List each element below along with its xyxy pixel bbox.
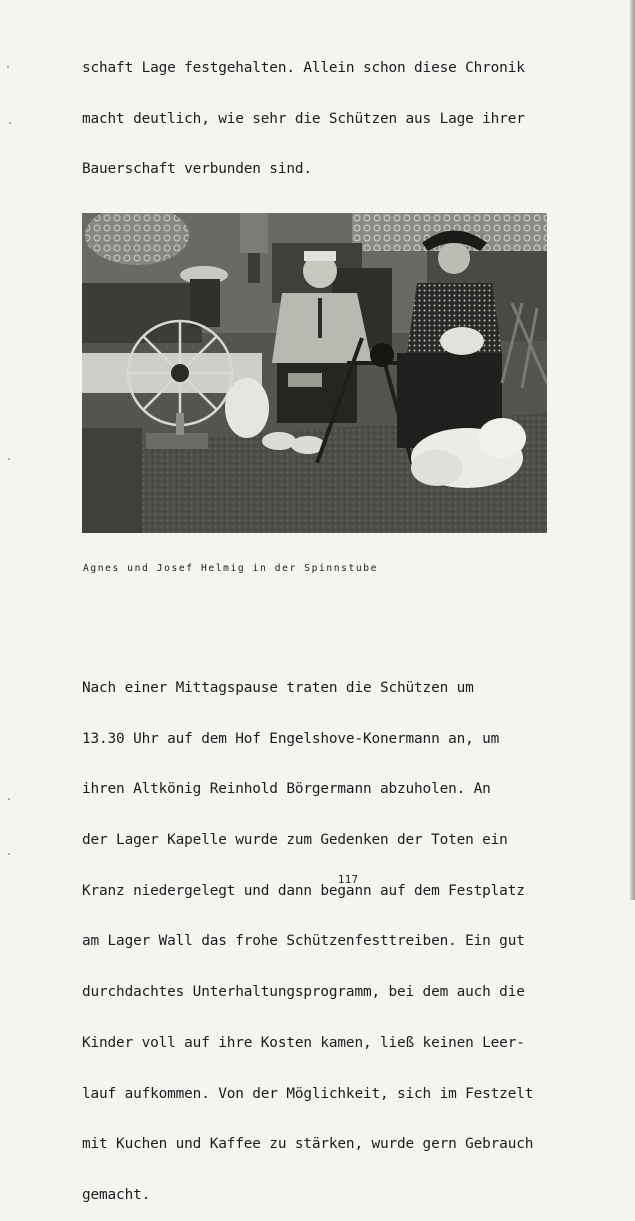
text-line: schaft Lage festgehalten. Allein schon diese Chronik xyxy=(82,59,525,76)
text-line: Bauerschaft verbunden sind. xyxy=(82,161,312,178)
paper-speck xyxy=(7,66,9,68)
text-line: durchdachtes Unterhaltungsprogramm, bei dem auch die xyxy=(82,984,525,1001)
photo-caption: Agnes und Josef Helmig in der Spinnstube xyxy=(83,563,379,574)
text-line: am Lager Wall das frohe Schützenfesttreiben. Ein gut xyxy=(82,933,525,950)
paper-speck xyxy=(9,122,11,124)
text-line: der Lager Kapelle wurde zum Gedenken der Toten ein xyxy=(82,831,508,848)
page-number: 117 xyxy=(338,874,359,886)
text-line: mit Kuchen und Kaffee zu stärken, wurde gern Gebrauch xyxy=(82,1136,534,1153)
bottom-paragraph xyxy=(82,646,533,1221)
text-line: macht deutlich, wie sehr die Schützen aus Lage ihrer xyxy=(82,110,525,127)
text-line: ihren Altkönig Reinhold Börgermann abzuholen. An xyxy=(82,781,491,798)
paper-speck xyxy=(8,798,10,800)
page-edge-shadow xyxy=(630,0,635,900)
paper-speck xyxy=(8,853,10,855)
spinning-room-photo xyxy=(82,213,547,533)
paper-speck xyxy=(8,458,10,460)
text-line: lauf aufkommen. Von der Möglichkeit, sich im Festzelt xyxy=(82,1085,534,1102)
text-line: Kinder voll auf ihre Kosten kamen, ließ keinen Leer- xyxy=(82,1034,525,1051)
text-line: Nach einer Mittagspause traten die Schützen um xyxy=(82,679,474,696)
text-line: gemacht. xyxy=(82,1187,151,1203)
text-line: Kranz niedergelegt und dann begann auf dem Festplatz xyxy=(82,882,525,899)
text-line: 13.30 Uhr auf dem Hof Engelshove-Konermann an, um xyxy=(82,730,500,747)
